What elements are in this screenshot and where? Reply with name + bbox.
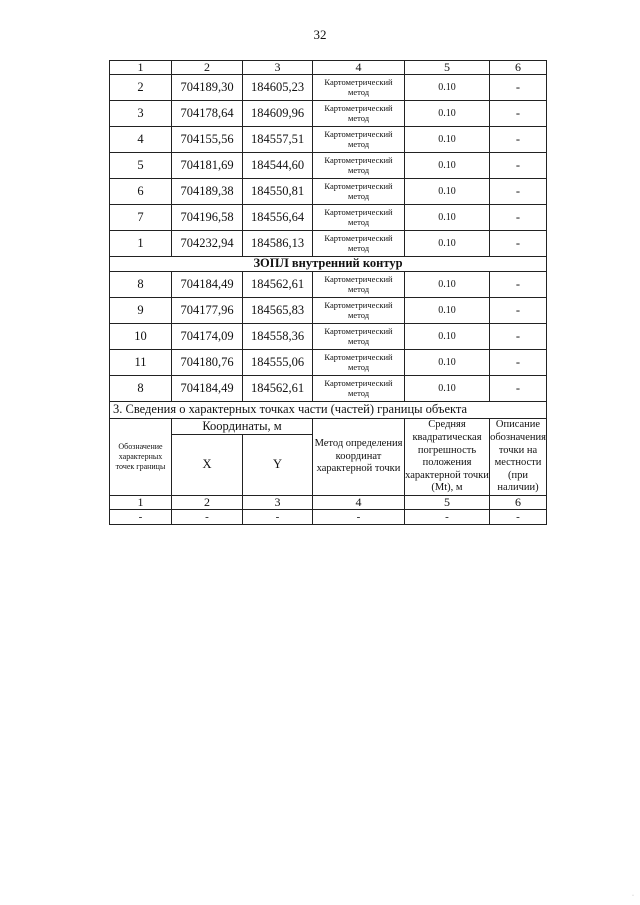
y-coordinate-cell: 184544,60: [243, 153, 313, 179]
method-cell: Картометрический метод: [313, 127, 405, 153]
table-row: [110, 127, 547, 153]
column-number: 5: [405, 61, 490, 75]
accuracy-header: Средняя квадратическая погрешность положения характерной точки (Mt), м: [405, 419, 490, 496]
table-row: [110, 324, 547, 350]
method-cell: Картометрический метод: [313, 298, 405, 324]
inner-contour-row: [110, 257, 547, 272]
y-coordinate-cell: 184550,81: [243, 179, 313, 205]
description-cell: -: [490, 350, 547, 376]
x-coordinate-cell: 704174,09: [172, 324, 243, 350]
point-number-cell: 8: [110, 272, 172, 298]
column-number-row: [110, 61, 547, 75]
table-row: [110, 101, 547, 127]
point-number-cell: 4: [110, 127, 172, 153]
table-row: [110, 153, 547, 179]
accuracy-cell: 0.10: [405, 179, 490, 205]
empty-cell: -: [172, 510, 243, 525]
accuracy-cell: 0.10: [405, 127, 490, 153]
description-cell: -: [490, 75, 547, 101]
method-cell: Картометрический метод: [313, 101, 405, 127]
x-coordinate-cell: 704184,49: [172, 376, 243, 402]
y-coordinate-cell: 184557,51: [243, 127, 313, 153]
column-number: 3: [243, 496, 313, 510]
method-cell: Картометрический метод: [313, 272, 405, 298]
description-cell: -: [490, 231, 547, 257]
point-number-cell: 8: [110, 376, 172, 402]
x-coordinate-cell: 704184,49: [172, 272, 243, 298]
y-coordinate-cell: 184586,13: [243, 231, 313, 257]
column-number: 6: [490, 496, 547, 510]
x-coordinate-cell: 704189,30: [172, 75, 243, 101]
x-coordinate-cell: 704155,56: [172, 127, 243, 153]
column-number: 2: [172, 61, 243, 75]
description-cell: -: [490, 127, 547, 153]
y-coordinate-cell: 184562,61: [243, 272, 313, 298]
inner-contour-title: ЗОПЛ внутренний контур: [110, 257, 547, 272]
description-cell: -: [490, 153, 547, 179]
corner-mark: ·: [632, 893, 634, 899]
x-coordinate-cell: 704177,96: [172, 298, 243, 324]
description-header: Описание обозначения точки на местности (при наличии): [490, 419, 547, 496]
point-number-cell: 10: [110, 324, 172, 350]
description-cell: -: [490, 205, 547, 231]
column-number: 5: [405, 496, 490, 510]
x-header: X: [172, 435, 243, 496]
section3-header-row: [110, 419, 547, 435]
empty-cell: -: [490, 510, 547, 525]
y-coordinate-cell: 184562,61: [243, 376, 313, 402]
empty-cell: -: [313, 510, 405, 525]
y-coordinate-cell: 184556,64: [243, 205, 313, 231]
method-cell: Картометрический метод: [313, 231, 405, 257]
x-coordinate-cell: 704232,94: [172, 231, 243, 257]
accuracy-cell: 0.10: [405, 205, 490, 231]
accuracy-cell: 0.10: [405, 153, 490, 179]
table-row: [110, 205, 547, 231]
description-cell: -: [490, 324, 547, 350]
accuracy-cell: 0.10: [405, 272, 490, 298]
accuracy-cell: 0.10: [405, 324, 490, 350]
coordinates-header: Координаты, м: [172, 419, 313, 435]
column-number: 1: [110, 61, 172, 75]
point-number-cell: 2: [110, 75, 172, 101]
boundary-points-table: [109, 60, 547, 525]
accuracy-cell: 0.10: [405, 298, 490, 324]
table-row: [110, 179, 547, 205]
section3-empty-row: [110, 510, 547, 525]
table-row: [110, 298, 547, 324]
accuracy-cell: 0.10: [405, 231, 490, 257]
page-number: 32: [313, 27, 327, 42]
point-number-cell: 7: [110, 205, 172, 231]
method-header: Метод определения координат характерной точки: [313, 419, 405, 496]
method-cell: Картометрический метод: [313, 153, 405, 179]
description-cell: -: [490, 179, 547, 205]
description-cell: -: [490, 272, 547, 298]
section3-title: 3. Сведения о характерных точках части (частей) границы объекта: [110, 402, 547, 419]
y-coordinate-cell: 184565,83: [243, 298, 313, 324]
column-number: 2: [172, 496, 243, 510]
point-number-cell: 1: [110, 231, 172, 257]
method-cell: Картометрический метод: [313, 324, 405, 350]
point-number-cell: 5: [110, 153, 172, 179]
y-coordinate-cell: 184609,96: [243, 101, 313, 127]
point-number-cell: 3: [110, 101, 172, 127]
method-cell: Картометрический метод: [313, 350, 405, 376]
description-cell: -: [490, 376, 547, 402]
method-cell: Картометрический метод: [313, 179, 405, 205]
x-coordinate-cell: 704180,76: [172, 350, 243, 376]
point-number-cell: 6: [110, 179, 172, 205]
accuracy-cell: 0.10: [405, 350, 490, 376]
column-number: 3: [243, 61, 313, 75]
column-number: 6: [490, 61, 547, 75]
table-row: [110, 272, 547, 298]
x-coordinate-cell: 704189,38: [172, 179, 243, 205]
empty-cell: -: [110, 510, 172, 525]
method-cell: Картометрический метод: [313, 75, 405, 101]
y-coordinate-cell: 184605,23: [243, 75, 313, 101]
table-row: [110, 231, 547, 257]
table-row: [110, 350, 547, 376]
empty-cell: -: [243, 510, 313, 525]
accuracy-cell: 0.10: [405, 75, 490, 101]
description-cell: -: [490, 101, 547, 127]
point-number-cell: 9: [110, 298, 172, 324]
accuracy-cell: 0.10: [405, 101, 490, 127]
table-row: [110, 75, 547, 101]
section3-number-row: [110, 496, 547, 510]
y-coordinate-cell: 184555,06: [243, 350, 313, 376]
empty-cell: -: [405, 510, 490, 525]
point-number-cell: 11: [110, 350, 172, 376]
method-cell: Картометрический метод: [313, 205, 405, 231]
accuracy-cell: 0.10: [405, 376, 490, 402]
column-number: 4: [313, 61, 405, 75]
y-header: Y: [243, 435, 313, 496]
x-coordinate-cell: 704178,64: [172, 101, 243, 127]
x-coordinate-cell: 704181,69: [172, 153, 243, 179]
column-number: 1: [110, 496, 172, 510]
y-coordinate-cell: 184558,36: [243, 324, 313, 350]
method-cell: Картометрический метод: [313, 376, 405, 402]
designation-header: Обозначение характерных точек границы: [110, 419, 172, 496]
column-number: 4: [313, 496, 405, 510]
table-row: [110, 376, 547, 402]
description-cell: -: [490, 298, 547, 324]
x-coordinate-cell: 704196,58: [172, 205, 243, 231]
section3-title-row: [110, 402, 547, 419]
